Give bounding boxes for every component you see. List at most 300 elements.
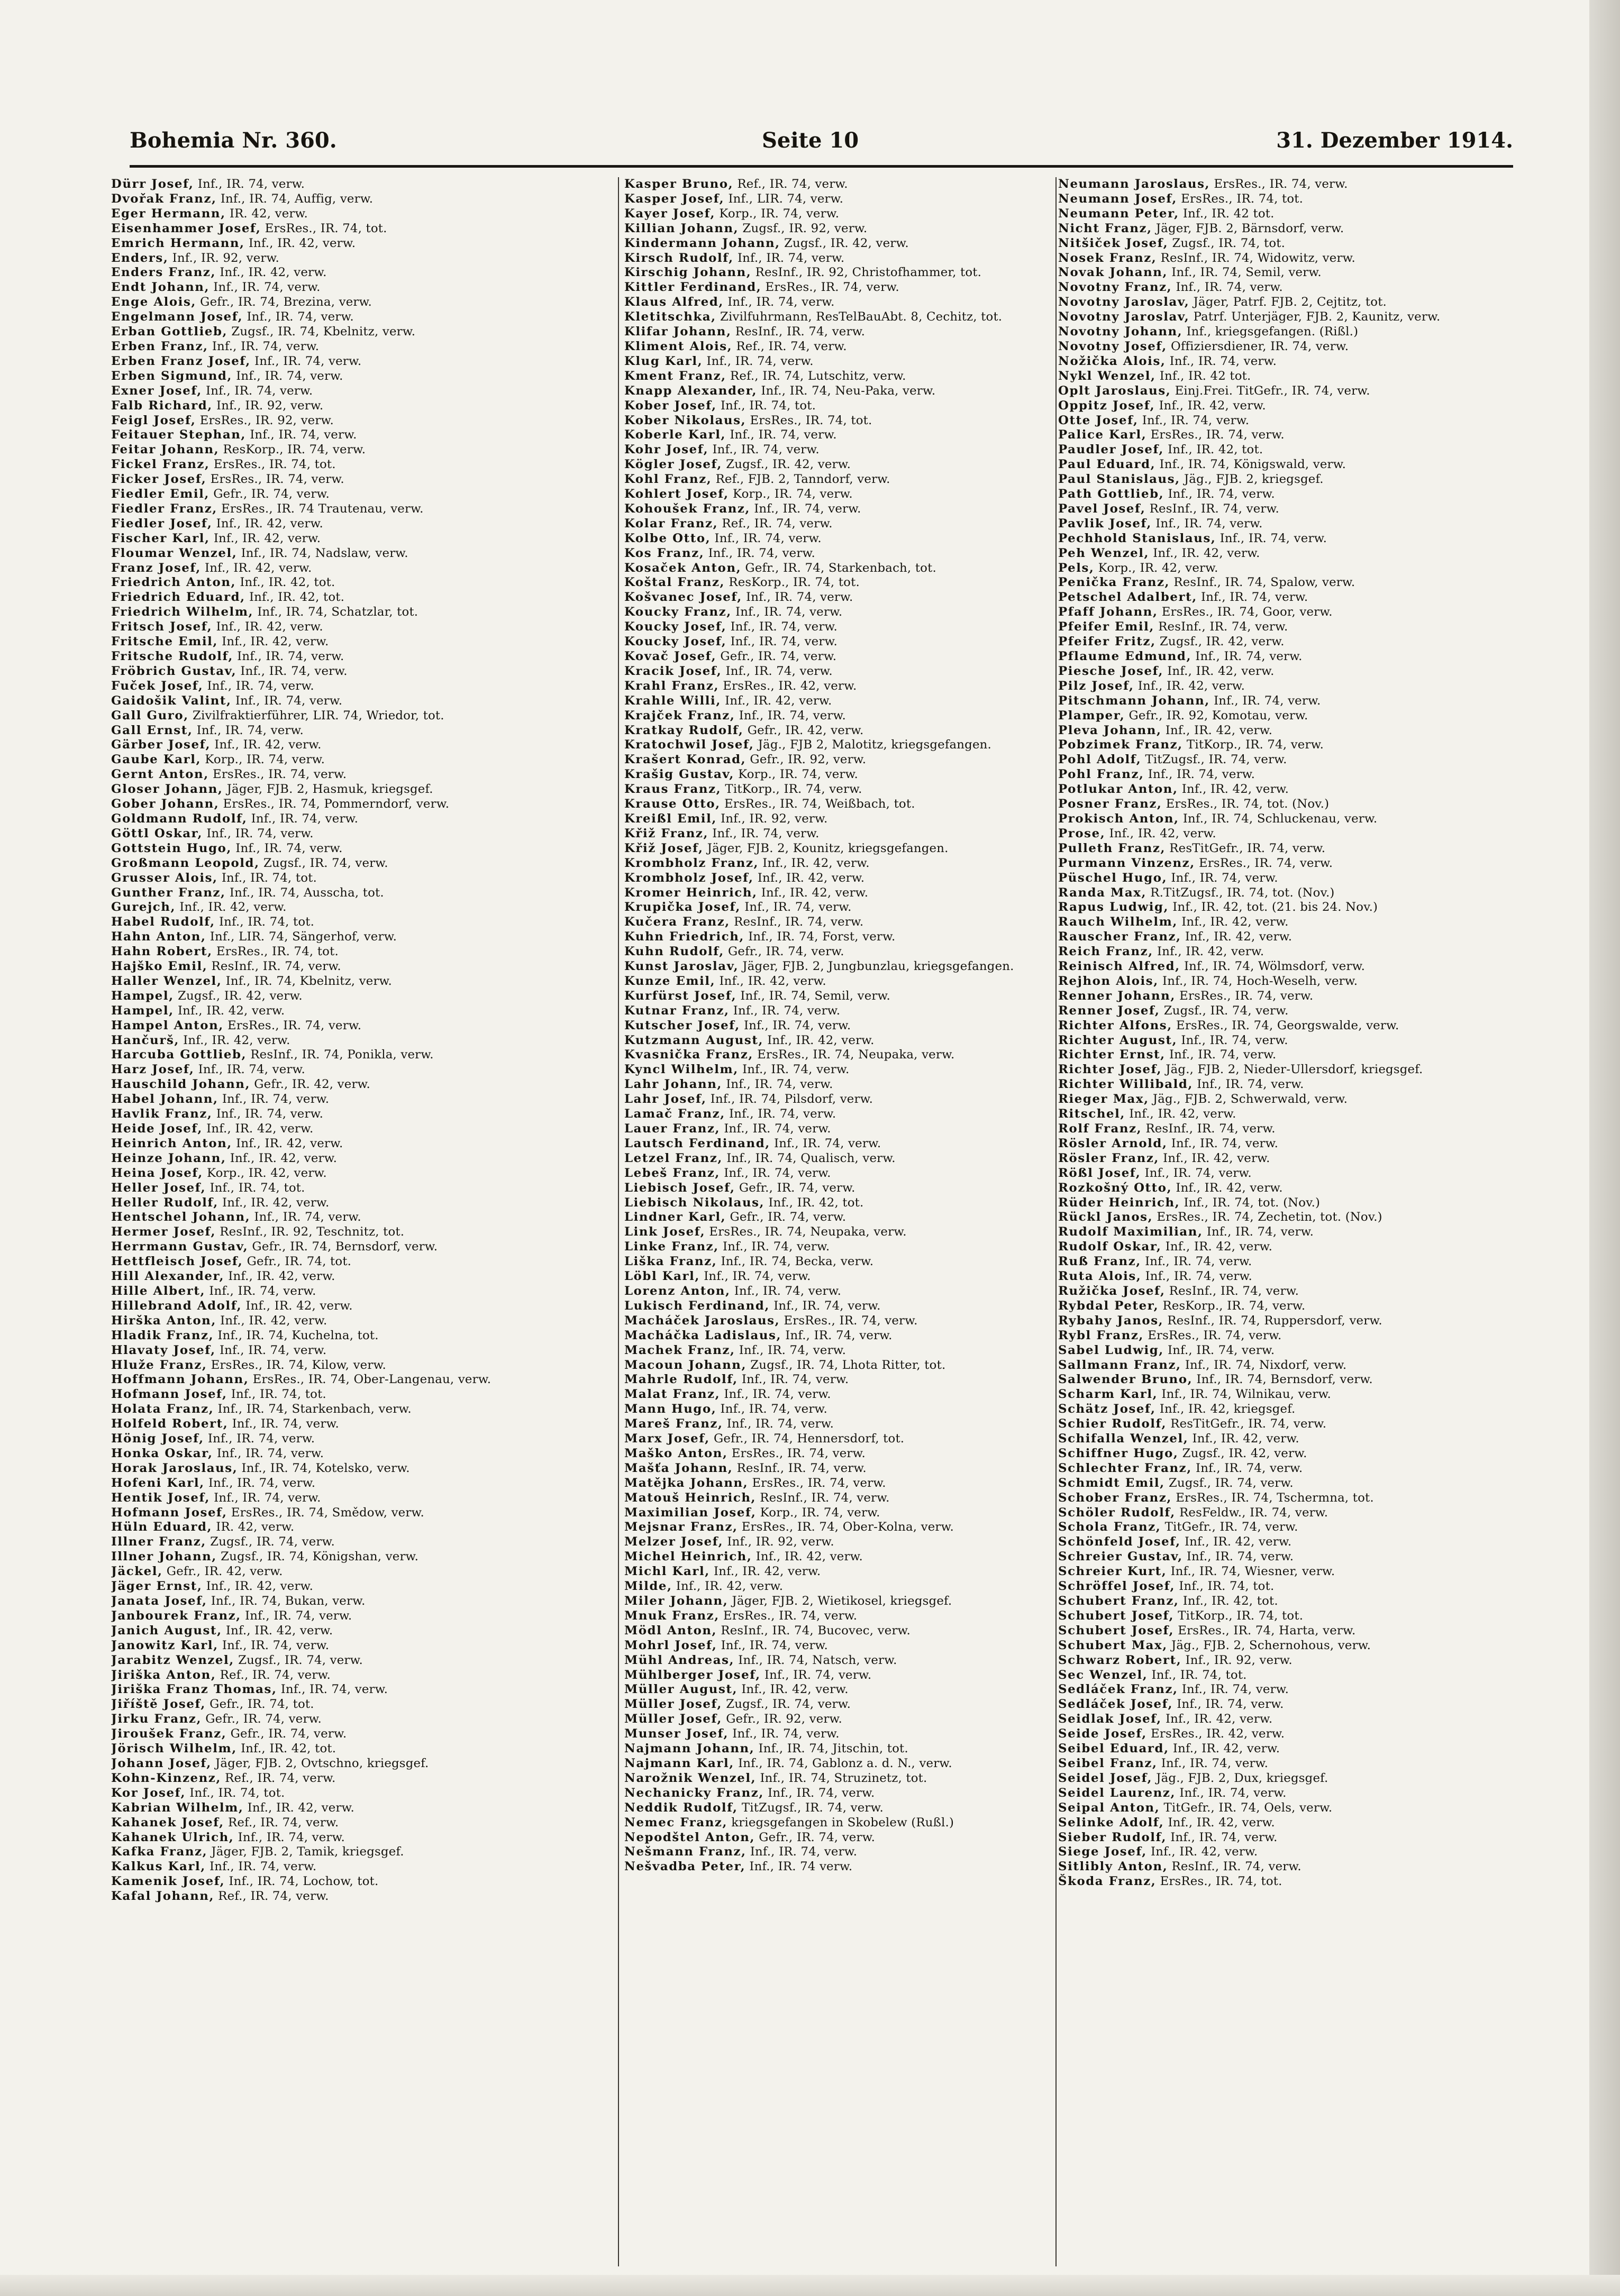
soldier-details: Gefr., IR. 74, verw. xyxy=(230,1727,347,1741)
soldier-details: Ref., IR. 74, verw. xyxy=(722,516,833,530)
casualty-entry xyxy=(111,827,587,841)
soldier-details: Inf., IR. 74, verw. xyxy=(222,1638,330,1652)
soldier-details: Inf., IR. 42, verw. xyxy=(230,1151,338,1165)
casualty-entry xyxy=(1058,1299,1508,1314)
casualty-entry xyxy=(111,561,587,576)
casualty-entry xyxy=(1058,280,1508,295)
column-divider xyxy=(618,177,619,2266)
soldier-name: Pfeifer Emil, xyxy=(1058,620,1154,634)
soldier-details: ErsRes., IR. 74, tot. xyxy=(216,945,339,959)
soldier-details: Inf., IR. 74, Wiesner, verw. xyxy=(1170,1565,1335,1579)
soldier-details: Inf., IR. 74, verw. xyxy=(785,1328,893,1342)
soldier-name: Nemec Franz, xyxy=(624,1815,728,1830)
casualty-entry xyxy=(111,546,587,561)
soldier-name: Novotny Jaroslav, xyxy=(1058,295,1190,309)
soldier-name: Randa Max, xyxy=(1058,885,1146,900)
casualty-entry xyxy=(624,1329,1053,1343)
casualty-entry xyxy=(624,1535,1053,1550)
casualty-entry xyxy=(1058,1594,1508,1609)
soldier-details: ErsRes., IR. 74, tot. (Nov.) xyxy=(1166,797,1330,811)
soldier-name: Nešvadba Peter, xyxy=(624,1860,746,1874)
casualty-entry xyxy=(624,1343,1053,1358)
soldier-details: Jäger, FJB. 2, Wietikosel, kriegsgef. xyxy=(732,1594,952,1608)
soldier-details: Inf., IR. 74, Pilsdorf, verw. xyxy=(710,1092,873,1106)
casualty-entry xyxy=(1058,1624,1508,1639)
soldier-details: Gefr., IR. 42, verw. xyxy=(747,723,864,737)
soldier-details: Zugsf., IR. 42, verw. xyxy=(726,458,851,472)
soldier-name: Hluže Franz, xyxy=(111,1358,207,1372)
casualty-entry xyxy=(624,1594,1053,1609)
soldier-name: Rybahy Janos, xyxy=(1058,1313,1164,1328)
soldier-details: Ref., IR. 74, Lutschitz, verw. xyxy=(730,369,906,383)
casualty-entry xyxy=(624,1284,1053,1299)
soldier-details: Inf., IR. 74, verw. xyxy=(734,1284,842,1298)
soldier-name: Koucky Franz, xyxy=(624,605,732,619)
casualty-entry xyxy=(111,1166,587,1181)
soldier-name: Enge Alois, xyxy=(111,295,196,309)
soldier-name: Rybl Franz, xyxy=(1058,1328,1144,1342)
casualty-entry xyxy=(1058,1639,1508,1653)
soldier-details: ErsRes., IR. 74, Goor, verw. xyxy=(1161,605,1333,619)
soldier-details: TitGefr., IR. 74, Oels, verw. xyxy=(1163,1800,1333,1815)
casualty-entry xyxy=(111,767,587,782)
soldier-name: Mühl Andreas, xyxy=(624,1653,735,1667)
soldier-name: Seipal Anton, xyxy=(1058,1800,1160,1815)
soldier-name: Jiriška Franz Thomas, xyxy=(111,1682,277,1697)
soldier-details: Inf., IR. 42, verw. xyxy=(1184,1535,1292,1549)
soldier-details: Korp., IR. 42, verw. xyxy=(1098,561,1218,575)
soldier-name: Kohn-Kinzenz, xyxy=(111,1771,221,1785)
casualty-entry xyxy=(1058,664,1508,679)
casualty-entry xyxy=(111,1816,587,1831)
soldier-name: Enders, xyxy=(111,251,169,265)
soldier-details: Inf., IR. 42, verw. xyxy=(1168,1815,1275,1830)
casualty-entry xyxy=(624,590,1053,605)
soldier-details: Ref., IR. 74, verw. xyxy=(225,1771,336,1785)
soldier-name: Paul Stanislaus, xyxy=(1058,472,1180,487)
soldier-name: Schönfeld Josef, xyxy=(1058,1535,1181,1549)
soldier-name: Dürr Josef, xyxy=(111,177,194,191)
soldier-name: Penička Franz, xyxy=(1058,575,1170,590)
soldier-details: Inf., IR. 74, verw. xyxy=(743,1018,851,1032)
casualty-entry xyxy=(111,812,587,827)
casualty-entry xyxy=(111,532,587,546)
casualty-entry xyxy=(111,1240,587,1255)
soldier-details: ErsRes., IR. 74, verw. xyxy=(1150,428,1285,442)
soldier-name: Seidel Josef, xyxy=(1058,1771,1153,1785)
soldier-name: Škoda Franz, xyxy=(1058,1874,1157,1889)
casualty-entry xyxy=(624,1491,1053,1506)
soldier-name: Heina Josef, xyxy=(111,1166,203,1180)
soldier-details: Inf., IR. 42 tot. xyxy=(1182,206,1275,221)
casualty-entry xyxy=(111,841,587,856)
soldier-details: Zivilfuhrmann, ResTelBauAbt. 8, Cechitz, tot. xyxy=(720,310,1003,324)
soldier-name: Kittler Ferdinand, xyxy=(624,280,762,295)
soldier-name: Schreier Kurt, xyxy=(1058,1565,1167,1579)
issue-date: 31. Dezember 1914. xyxy=(1276,128,1513,153)
casualty-entry xyxy=(624,1831,1053,1845)
soldier-name: Kvasnička Franz, xyxy=(624,1048,753,1062)
soldier-details: Gefr., IR. 42, verw. xyxy=(254,1077,371,1092)
soldier-name: Erben Franz, xyxy=(111,339,208,353)
soldier-details: Inf., IR. 74, Jitschin, tot. xyxy=(758,1742,908,1756)
soldier-details: ResFeldw., IR. 74, verw. xyxy=(1179,1505,1328,1520)
casualty-entry xyxy=(624,767,1053,782)
soldier-details: Inf., IR. 74, Schatzlar, tot. xyxy=(257,605,418,619)
soldier-name: Prose, xyxy=(1058,826,1106,840)
soldier-name: Oppitz Josef, xyxy=(1058,398,1155,413)
soldier-details: Inf., IR. 74, verw. xyxy=(235,693,343,708)
soldier-details: Jäg., FJB. 2, kriegsgef. xyxy=(1184,472,1324,487)
casualty-entry xyxy=(624,502,1053,517)
soldier-details: Inf., IR. 74, verw. xyxy=(1144,1166,1252,1180)
soldier-name: Mareš Franz, xyxy=(624,1417,723,1431)
soldier-details: Inf., IR. 42, verw. xyxy=(177,1003,285,1018)
soldier-details: Inf., IR. 74, verw. xyxy=(1168,487,1275,501)
casualty-entry xyxy=(1058,886,1508,901)
casualty-entry xyxy=(624,945,1053,959)
soldier-details: Inf., IR. 74, verw. xyxy=(773,1298,881,1313)
soldier-name: Hampel Anton, xyxy=(111,1018,224,1032)
soldier-details: Inf., IR. 74, verw. xyxy=(724,1122,831,1136)
casualty-list-column-2 xyxy=(624,177,1053,2266)
soldier-name: Malat Franz, xyxy=(624,1387,721,1402)
soldier-name: Maximilian Josef, xyxy=(624,1505,757,1520)
casualty-entry xyxy=(624,487,1053,502)
casualty-entry xyxy=(111,1845,587,1860)
casualty-entry xyxy=(624,295,1053,310)
casualty-entry xyxy=(1058,915,1508,930)
soldier-details: Inf., IR. 42, verw. xyxy=(1181,915,1289,929)
soldier-details: Gefr., IR. 92, verw. xyxy=(726,1712,842,1726)
soldier-details: ErsRes., IR. 74, Smědow, verw. xyxy=(231,1505,424,1520)
soldier-name: Kovač Josef, xyxy=(624,650,717,663)
soldier-details: ErsRes., IR. 74, Ober-Kolna, verw. xyxy=(741,1520,954,1534)
casualty-entry xyxy=(111,1329,587,1343)
casualty-entry xyxy=(1058,694,1508,709)
casualty-entry xyxy=(111,945,587,959)
casualty-entry xyxy=(111,428,587,443)
casualty-entry xyxy=(624,871,1053,886)
soldier-name: Schreier Gustav, xyxy=(1058,1550,1183,1564)
soldier-details: Gefr., IR. 74, Hennersdorf, tot. xyxy=(713,1432,905,1446)
casualty-entry xyxy=(624,738,1053,753)
soldier-name: Friedrich Wilhelm, xyxy=(111,605,254,619)
soldier-details: Inf., IR. 42, verw. xyxy=(236,1136,343,1150)
casualty-entry xyxy=(624,532,1053,546)
soldier-details: ResInf., IR. 74, verw. xyxy=(211,959,341,974)
soldier-details: Inf., IR. 74, Becka, verw. xyxy=(721,1255,874,1269)
soldier-name: Hentik Josef, xyxy=(111,1490,210,1505)
soldier-details: Inf., IR. 42, tot. xyxy=(768,1195,864,1210)
casualty-entry xyxy=(1058,443,1508,458)
soldier-details: Inf., IR. 42, verw. xyxy=(762,856,870,870)
casualty-entry xyxy=(1058,1107,1508,1122)
soldier-name: Novotny Jaroslav, xyxy=(1058,310,1190,324)
soldier-name: Klug Karl, xyxy=(624,354,703,368)
casualty-entry xyxy=(111,605,587,620)
soldier-details: Inf., IR. 74, verw. xyxy=(254,1210,361,1224)
soldier-name: Paudler Josef, xyxy=(1058,443,1164,457)
casualty-entry xyxy=(624,1520,1053,1535)
casualty-entry xyxy=(624,236,1053,251)
soldier-name: Lamač Franz, xyxy=(624,1107,725,1121)
casualty-entry xyxy=(624,1506,1053,1521)
soldier-details: Jäger, FJB. 2, Jungbunzlau, kriegsgefangen. xyxy=(742,959,1014,974)
soldier-name: Nešmann Franz, xyxy=(624,1845,747,1859)
soldier-details: Inf., IR. 74, Hoch-Weselh, verw. xyxy=(1162,974,1358,988)
casualty-entry xyxy=(624,1461,1053,1476)
casualty-entry xyxy=(111,1181,587,1196)
soldier-details: ErsRes., IR. 74, Weißbach, tot. xyxy=(724,797,915,811)
soldier-name: Fritsche Rudolf, xyxy=(111,650,233,663)
soldier-details: Inf., IR. 74, verw. xyxy=(1197,1077,1304,1092)
casualty-entry xyxy=(1058,738,1508,753)
casualty-entry xyxy=(1058,1579,1508,1594)
soldier-name: Rüder Heinrich, xyxy=(1058,1195,1180,1210)
soldier-details: ResInf., IR. 74, verw. xyxy=(734,915,864,929)
casualty-entry xyxy=(624,1137,1053,1151)
casualty-entry xyxy=(111,1210,587,1225)
casualty-entry xyxy=(1058,930,1508,945)
casualty-entry xyxy=(624,222,1053,236)
soldier-details: Inf., IR. 74, verw. xyxy=(247,310,354,324)
soldier-name: Schober Franz, xyxy=(1058,1490,1172,1505)
soldier-details: Inf., IR. 74, verw. xyxy=(1161,1756,1269,1770)
casualty-entry xyxy=(1058,1314,1508,1329)
soldier-details: Jäger, FJB. 2, Tamik, kriegsgef. xyxy=(211,1845,404,1859)
casualty-entry xyxy=(1058,207,1508,222)
casualty-entry xyxy=(1058,900,1508,915)
casualty-entry xyxy=(624,443,1053,458)
soldier-name: Richter Willibald, xyxy=(1058,1077,1193,1092)
soldier-name: Kamenik Josef, xyxy=(111,1874,225,1889)
soldier-details: Inf., IR. 42, verw. xyxy=(222,635,329,649)
casualty-entry xyxy=(111,1033,587,1048)
soldier-details: Inf., IR. 74, verw. xyxy=(754,501,861,516)
soldier-details: ResInf., IR. 74, verw. xyxy=(1145,1122,1276,1136)
soldier-name: Franz Josef, xyxy=(111,561,201,575)
soldier-name: Erban Gottlieb, xyxy=(111,325,228,339)
soldier-name: Krajček Franz, xyxy=(624,708,735,722)
soldier-details: ErsRes., IR. 74, Ober-Langenau, verw. xyxy=(252,1373,492,1387)
casualty-entry xyxy=(1058,295,1508,310)
soldier-details: ResInf., IR. 74, verw. xyxy=(735,325,866,339)
soldier-name: Goldmann Rudolf, xyxy=(111,811,248,826)
soldier-details: Inf., IR. 42, verw. xyxy=(216,620,323,634)
casualty-entry xyxy=(1058,325,1508,340)
soldier-details: Korp., IR. 74, verw. xyxy=(719,206,840,221)
casualty-entry xyxy=(111,517,587,532)
soldier-details: IR. 42, verw. xyxy=(229,206,308,221)
soldier-details: Inf., IR. 74, verw. xyxy=(1179,1786,1287,1800)
soldier-details: ErsRes., IR. 74, tot. xyxy=(265,221,387,235)
casualty-entry xyxy=(1058,1697,1508,1712)
casualty-entry xyxy=(624,1077,1053,1092)
soldier-details: Inf., IR. 42, verw. xyxy=(247,1800,354,1815)
soldier-name: Kohl Franz, xyxy=(624,472,712,487)
casualty-entry xyxy=(111,1801,587,1816)
soldier-name: Gottstein Hugo, xyxy=(111,841,232,855)
soldier-details: Inf., IR. 74, Bukan, verw. xyxy=(211,1594,366,1608)
casualty-entry xyxy=(1058,1506,1508,1521)
soldier-details: ResKorp., IR. 74, tot. xyxy=(729,575,860,590)
soldier-details: ResTitGefr., IR. 74, verw. xyxy=(1170,1417,1327,1431)
soldier-details: ResInf., IR. 74, Widowitz, verw. xyxy=(1160,251,1355,265)
soldier-name: Knapp Alexander, xyxy=(624,383,758,398)
casualty-entry xyxy=(111,1358,587,1373)
soldier-name: Kafka Franz, xyxy=(111,1845,208,1859)
soldier-name: Grusser Alois, xyxy=(111,871,218,885)
casualty-entry xyxy=(624,561,1053,576)
soldier-name: Eisenhammer Josef, xyxy=(111,221,261,235)
soldier-details: Inf., IR. 74, tot. xyxy=(221,871,317,885)
soldier-name: Löbl Karl, xyxy=(624,1269,700,1284)
soldier-details: Inf., IR. 42, verw. xyxy=(205,561,312,575)
soldier-name: Hofeni Karl, xyxy=(111,1476,205,1490)
soldier-name: Schlechter Franz, xyxy=(1058,1461,1192,1475)
soldier-details: Inf., IR. 42, verw. xyxy=(206,1579,314,1594)
soldier-details: Jäger, Patrf. FJB. 2, Cejtitz, tot. xyxy=(1193,295,1387,309)
soldier-name: Lahr Josef, xyxy=(624,1092,707,1106)
soldier-details: Zugsf., IR. 74, verw. xyxy=(238,1653,363,1667)
casualty-entry xyxy=(111,192,587,207)
soldier-details: ErsRes., IR. 74, verw. xyxy=(1179,989,1314,1003)
soldier-name: Reich Franz, xyxy=(1058,945,1153,959)
casualty-entry xyxy=(624,1269,1053,1284)
soldier-details: Jäger, FJB. 2, Bärnsdorf, verw. xyxy=(1155,221,1344,235)
casualty-entry xyxy=(624,1712,1053,1727)
soldier-name: Friedrich Eduard, xyxy=(111,590,245,605)
casualty-entry xyxy=(111,1594,587,1609)
soldier-name: Gurejch, xyxy=(111,900,176,914)
casualty-entry xyxy=(111,1639,587,1653)
soldier-details: Inf., IR. 42, verw. xyxy=(183,1033,290,1047)
casualty-entry xyxy=(111,1742,587,1757)
soldier-details: Inf., IR. 74, verw. xyxy=(706,354,814,368)
casualty-entry xyxy=(111,280,587,295)
soldier-details: Inf., IR. 42, verw. xyxy=(719,974,826,988)
soldier-details: Inf., IR. 74, verw. xyxy=(726,1417,834,1431)
soldier-details: Zugsf., IR. 74, verw. xyxy=(1163,1003,1289,1018)
soldier-details: Inf., IR. 74, verw. xyxy=(1195,650,1303,663)
soldier-name: Kratkay Rudolf, xyxy=(624,723,744,737)
casualty-entry xyxy=(624,1402,1053,1417)
soldier-name: Mnuk Franz, xyxy=(624,1608,720,1623)
casualty-entry xyxy=(624,1225,1053,1240)
soldier-details: Inf., IR. 42, verw. xyxy=(1185,930,1293,944)
soldier-name: Neumann Jaroslaus, xyxy=(1058,177,1211,191)
casualty-entry xyxy=(1058,340,1508,354)
soldier-details: ResInf., IR. 74, verw. xyxy=(760,1490,890,1505)
soldier-details: Inf., IR. 92, verw. xyxy=(216,398,324,413)
soldier-details: Inf., IR. 74, verw. xyxy=(197,177,305,191)
casualty-entry xyxy=(624,1668,1053,1683)
soldier-details: Inf., IR. 74, verw. xyxy=(739,1343,847,1357)
soldier-name: Schubert Max, xyxy=(1058,1638,1168,1652)
casualty-entry xyxy=(111,590,587,605)
casualty-entry xyxy=(624,1019,1053,1033)
soldier-details: Inf., IR. 74, Semil, verw. xyxy=(740,989,890,1003)
soldier-name: Renner Johann, xyxy=(1058,989,1176,1003)
soldier-details: ResInf., IR. 92, Teschnitz, tot. xyxy=(220,1225,405,1239)
soldier-name: Rudolf Oskar, xyxy=(1058,1240,1162,1254)
soldier-name: Jäckel, xyxy=(111,1565,163,1579)
soldier-name: Oplt Jaroslaus, xyxy=(1058,383,1171,398)
soldier-name: Heide Josef, xyxy=(111,1122,203,1136)
soldier-details: Inf., IR. 74, verw. xyxy=(1201,590,1308,605)
soldier-details: Ref., FJB. 2, Tanndorf, verw. xyxy=(715,472,890,487)
soldier-name: Lauer Franz, xyxy=(624,1122,721,1136)
casualty-entry xyxy=(111,251,587,266)
soldier-details: Inf., IR. 74, verw. xyxy=(1177,1697,1284,1712)
casualty-entry xyxy=(624,472,1053,487)
casualty-entry xyxy=(1058,1122,1508,1137)
soldier-details: Inf., IR. 42, tot. xyxy=(1168,443,1263,457)
casualty-entry xyxy=(624,177,1053,192)
soldier-name: Ruß Franz, xyxy=(1058,1255,1141,1269)
casualty-entry xyxy=(624,1771,1053,1786)
casualty-entry xyxy=(111,620,587,635)
soldier-name: Liebisch Josef, xyxy=(624,1181,735,1195)
soldier-name: Hill Alexander, xyxy=(111,1269,224,1284)
soldier-details: Inf., IR. 74, verw. xyxy=(198,1063,305,1077)
soldier-name: Kos Franz, xyxy=(624,546,705,560)
soldier-details: Zugsf., IR. 74, Königshan, verw. xyxy=(221,1550,419,1564)
soldier-name: Enders Franz, xyxy=(111,266,216,280)
casualty-entry xyxy=(624,517,1053,532)
soldier-details: Inf., IR. 74, verw. xyxy=(724,1387,831,1402)
soldier-details: Jäg., FJB 2, Malotitz, kriegsgefangen. xyxy=(758,738,991,752)
casualty-entry xyxy=(624,1609,1053,1624)
soldier-details: TitKorp., IR. 74, tot. xyxy=(1178,1608,1304,1623)
soldier-details: Inf., IR. 74, verw. xyxy=(735,605,843,619)
casualty-entry xyxy=(1058,1816,1508,1831)
soldier-name: Hoffmann Johann, xyxy=(111,1373,249,1387)
casualty-entry xyxy=(111,1860,587,1874)
soldier-details: Inf., IR. 42, verw. xyxy=(1129,1107,1236,1121)
soldier-name: Kober Nikolaus, xyxy=(624,413,747,427)
soldier-details: Inf., IR. 42, tot. xyxy=(249,590,345,605)
soldier-details: Jäg., FJB. 2, Schernohous, verw. xyxy=(1171,1638,1371,1652)
soldier-details: ResInf., IR. 74, Bucovec, verw. xyxy=(721,1623,911,1638)
casualty-entry xyxy=(1058,532,1508,546)
casualty-entry xyxy=(1058,871,1508,886)
soldier-name: Plamper, xyxy=(1058,708,1125,722)
soldier-name: Kreißl Emil, xyxy=(624,811,717,826)
soldier-name: Holfeld Robert, xyxy=(111,1417,229,1431)
casualty-entry xyxy=(111,1786,587,1801)
casualty-entry xyxy=(1058,974,1508,989)
soldier-name: Ruta Alois, xyxy=(1058,1269,1142,1284)
soldier-details: Inf., IR. 74, Starkenbach, verw. xyxy=(217,1402,412,1416)
casualty-entry xyxy=(111,1063,587,1077)
soldier-name: Schiffner Hugo, xyxy=(1058,1446,1179,1460)
soldier-details: Inf., IR. 74, Kotelsko, verw. xyxy=(241,1461,410,1475)
soldier-name: Macoun Johann, xyxy=(624,1358,747,1372)
soldier-name: Herrmann Gustav, xyxy=(111,1240,249,1254)
soldier-details: Inf., IR. 42, verw. xyxy=(1109,826,1216,840)
casualty-list-column-3 xyxy=(1058,177,1508,2266)
soldier-name: Jörisch Wilhelm, xyxy=(111,1742,237,1756)
soldier-name: Hönig Josef, xyxy=(111,1432,204,1446)
soldier-name: Kolar Franz, xyxy=(624,516,718,530)
casualty-entry xyxy=(624,1757,1053,1771)
casualty-entry xyxy=(624,266,1053,280)
soldier-name: Hladik Franz, xyxy=(111,1328,214,1342)
casualty-entry xyxy=(111,236,587,251)
soldier-details: Gefr., IR. 92, verw. xyxy=(750,753,867,767)
